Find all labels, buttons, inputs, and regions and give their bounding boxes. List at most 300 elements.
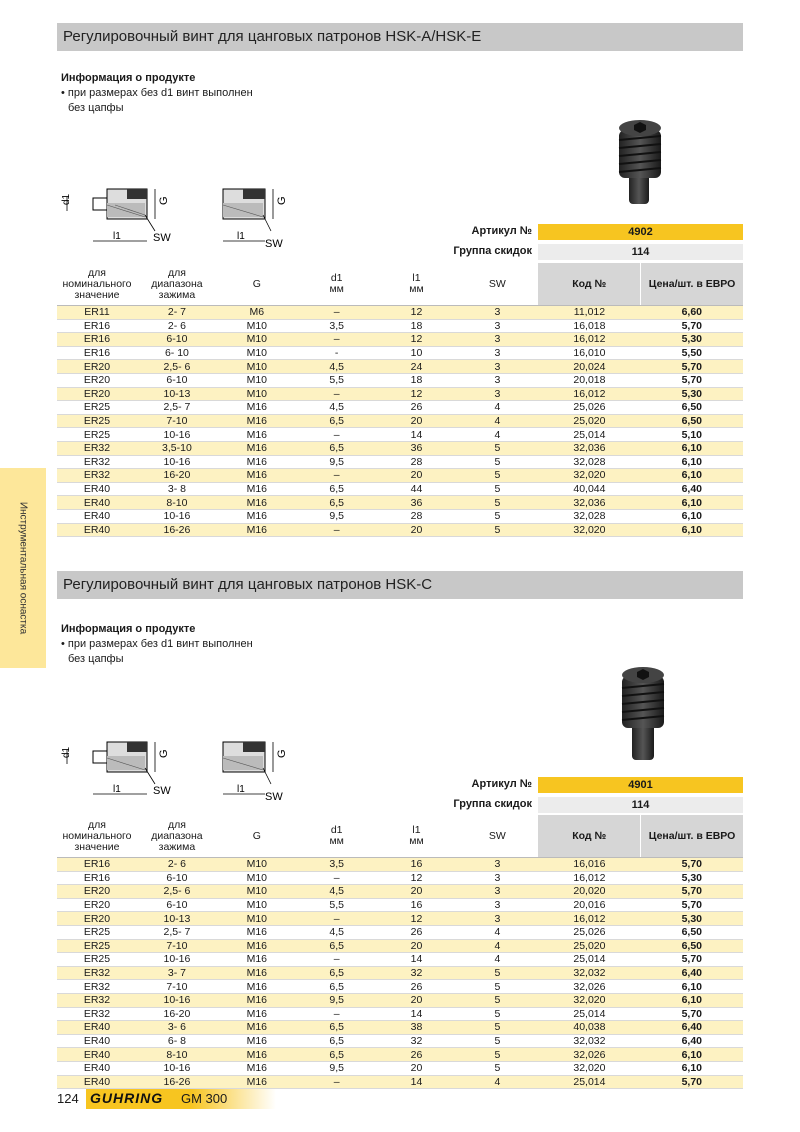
table-cell: ER32 [57, 455, 137, 469]
table-cell: ER40 [57, 1034, 137, 1048]
table-cell: ER32 [57, 980, 137, 994]
table-cell: M10 [217, 885, 297, 899]
table-cell: 3,5 [297, 858, 377, 872]
table-cell: 5,30 [641, 871, 743, 885]
table-cell: 12 [377, 871, 457, 885]
table-cell: 10-16 [137, 1061, 217, 1075]
table-cell: 3- 7 [137, 966, 217, 980]
table-cell: 7-10 [137, 980, 217, 994]
table-cell: 5,70 [641, 319, 743, 333]
table-cell: 6,40 [641, 1034, 743, 1048]
table-cell: – [297, 1007, 377, 1021]
table-cell: 3 [456, 360, 538, 374]
table-row [57, 966, 743, 980]
table-cell: 16,010 [538, 346, 640, 360]
table-cell: 6,50 [641, 939, 743, 953]
table-cell: 6,5 [297, 441, 377, 455]
table-cell: M16 [217, 509, 297, 523]
table-cell: 9,5 [297, 509, 377, 523]
table-cell: M16 [217, 1075, 297, 1089]
table-cell: ER25 [57, 953, 137, 967]
table-cell: 20,016 [538, 898, 640, 912]
table-cell: 5 [456, 496, 538, 510]
table-cell: 26 [377, 401, 457, 415]
col-l1: l1 мм [377, 815, 457, 858]
table-cell: 10-16 [137, 509, 217, 523]
table-cell: ER32 [57, 441, 137, 455]
table-row [57, 387, 743, 401]
table-cell: M16 [217, 414, 297, 428]
table-cell: 4 [456, 414, 538, 428]
table-cell: ER25 [57, 401, 137, 415]
table-cell: 16,016 [538, 858, 640, 872]
table-cell: ER40 [57, 482, 137, 496]
discount-group-label: Группа скидок [453, 798, 532, 810]
table-cell: 5 [456, 980, 538, 994]
side-tab-label: Инструментальная оснастка [17, 501, 29, 635]
table-row [57, 414, 743, 428]
table-row [57, 885, 743, 899]
table-cell: 5,30 [641, 387, 743, 401]
table-cell: 32 [377, 966, 457, 980]
table-cell: 3,5-10 [137, 441, 217, 455]
table-cell: 2- 6 [137, 858, 217, 872]
table-cell: 25,020 [538, 939, 640, 953]
table-cell: 12 [377, 306, 457, 320]
table-cell: 5,10 [641, 428, 743, 442]
table-cell: M16 [217, 455, 297, 469]
table-cell: ER16 [57, 333, 137, 347]
table-cell: 6,50 [641, 414, 743, 428]
table-cell: 16,012 [538, 387, 640, 401]
table-cell: ER20 [57, 912, 137, 926]
d1-label: d1 [61, 746, 72, 758]
screw-drawing-without-pin [215, 183, 305, 251]
screw-drawing-with-pin [55, 183, 185, 251]
table-cell: 7-10 [137, 414, 217, 428]
table-cell: 20,020 [538, 885, 640, 899]
table-cell: M16 [217, 469, 297, 483]
table-cell: 10-16 [137, 455, 217, 469]
table-cell: ER16 [57, 319, 137, 333]
table-cell: 18 [377, 319, 457, 333]
table-cell: M16 [217, 441, 297, 455]
table-cell: 6,10 [641, 1048, 743, 1062]
table-cell: 25,014 [538, 1007, 640, 1021]
table-cell: 3 [456, 333, 538, 347]
table-cell: 5 [456, 441, 538, 455]
table-cell: M10 [217, 360, 297, 374]
table-cell: 25,014 [538, 953, 640, 967]
table-cell: 5,70 [641, 858, 743, 872]
col-nominal: для номинального значение [57, 263, 137, 306]
table-cell: M10 [217, 898, 297, 912]
table-cell: 3,5 [297, 319, 377, 333]
table-cell: 6,5 [297, 414, 377, 428]
info-heading: Информация о продукте [61, 623, 196, 635]
table-cell: M16 [217, 966, 297, 980]
table-row [57, 373, 743, 387]
table-cell: 6,50 [641, 401, 743, 415]
table-cell: 25,014 [538, 1075, 640, 1089]
table-cell: M10 [217, 373, 297, 387]
table-cell: 4 [456, 939, 538, 953]
table-cell: ER20 [57, 360, 137, 374]
table-cell: 38 [377, 1021, 457, 1035]
table-cell: 5,70 [641, 360, 743, 374]
table-cell: 10-16 [137, 953, 217, 967]
col-range: для диапазона зажима [137, 815, 217, 858]
table-cell: 26 [377, 925, 457, 939]
table-cell: 26 [377, 1048, 457, 1062]
table-cell: 8-10 [137, 496, 217, 510]
table-cell: M16 [217, 1021, 297, 1035]
g-label: G [276, 749, 288, 758]
table-cell: 6-10 [137, 871, 217, 885]
page-number: 124 [57, 1091, 79, 1106]
table-cell: 5 [456, 1048, 538, 1062]
sw-label: SW [153, 232, 171, 244]
table-cell: – [297, 953, 377, 967]
table-cell: 10-13 [137, 912, 217, 926]
table-cell: 32,036 [538, 496, 640, 510]
table-cell: 6,10 [641, 993, 743, 1007]
table-cell: 4 [456, 953, 538, 967]
table-cell: 6,10 [641, 1061, 743, 1075]
sw-label: SW [153, 785, 171, 797]
table-cell: 3 [456, 912, 538, 926]
table-cell: 9,5 [297, 455, 377, 469]
table-cell: 10-16 [137, 993, 217, 1007]
table-cell: M10 [217, 871, 297, 885]
table-cell: 2,5- 7 [137, 401, 217, 415]
table-cell: 6,5 [297, 939, 377, 953]
table-cell: 3- 8 [137, 482, 217, 496]
table-cell: 16 [377, 858, 457, 872]
screw-drawing-with-pin [55, 736, 185, 804]
table-cell: 36 [377, 441, 457, 455]
table-cell: 32 [377, 1034, 457, 1048]
table-cell: 20 [377, 469, 457, 483]
table-cell: 2- 7 [137, 306, 217, 320]
col-range: для диапазона зажима [137, 263, 217, 306]
table-cell: 24 [377, 360, 457, 374]
table-cell: ER40 [57, 1075, 137, 1089]
sw-label: SW [265, 238, 283, 250]
table-cell: – [297, 871, 377, 885]
table-cell: M10 [217, 319, 297, 333]
l1-label: l1 [113, 784, 121, 795]
table-cell: 5,5 [297, 898, 377, 912]
table-row [57, 333, 743, 347]
table-cell: 36 [377, 496, 457, 510]
table-cell: 5 [456, 1007, 538, 1021]
table-cell: – [297, 306, 377, 320]
table-cell: 32,020 [538, 523, 640, 537]
table-cell: 32,020 [538, 1061, 640, 1075]
table-row [57, 1048, 743, 1062]
table-cell: M16 [217, 939, 297, 953]
table-row [57, 401, 743, 415]
table-cell: M16 [217, 953, 297, 967]
table-cell: 5 [456, 993, 538, 1007]
table-cell: 6,60 [641, 306, 743, 320]
table-row [57, 469, 743, 483]
table-cell: 5,50 [641, 346, 743, 360]
table-cell: 5 [456, 455, 538, 469]
table-cell: – [297, 523, 377, 537]
table-cell: 3 [456, 346, 538, 360]
table-cell: – [297, 387, 377, 401]
table-cell: 6,5 [297, 980, 377, 994]
col-sw: SW [456, 263, 538, 306]
l1-label: l1 [237, 231, 245, 242]
table-cell: M16 [217, 523, 297, 537]
table-cell: 6,5 [297, 1021, 377, 1035]
table-cell: 6,5 [297, 966, 377, 980]
table-cell: 28 [377, 509, 457, 523]
table-cell: M10 [217, 912, 297, 926]
table-cell: 32,026 [538, 980, 640, 994]
table-row [57, 482, 743, 496]
table-cell: 6,5 [297, 496, 377, 510]
table-cell: 10-13 [137, 387, 217, 401]
section-title-hsk-c: Регулировочный винт для цанговых патронов HSK-C [57, 571, 743, 599]
table-cell: 26 [377, 980, 457, 994]
table-cell: 5,30 [641, 333, 743, 347]
col-code: Код № [538, 815, 640, 858]
table-cell: 12 [377, 333, 457, 347]
table-cell: 20,018 [538, 373, 640, 387]
table-cell: 6- 8 [137, 1034, 217, 1048]
table-cell: 5 [456, 509, 538, 523]
table-row [57, 898, 743, 912]
table-cell: – [297, 428, 377, 442]
table-cell: M10 [217, 858, 297, 872]
discount-group: 114 [538, 797, 743, 813]
table-cell: 6,40 [641, 482, 743, 496]
table-cell: 4 [456, 1075, 538, 1089]
table-row [57, 428, 743, 442]
table-cell: 6,40 [641, 1021, 743, 1035]
table-row [57, 306, 743, 320]
table-cell: 6,10 [641, 441, 743, 455]
table-cell: 32,036 [538, 441, 640, 455]
table-cell: 16-26 [137, 523, 217, 537]
table-row [57, 1021, 743, 1035]
info-line: • при размерах без d1 винт выполнен [61, 87, 253, 99]
table-cell: ER40 [57, 1061, 137, 1075]
table-cell: 3 [456, 858, 538, 872]
table-row [57, 319, 743, 333]
article-number: 4901 [538, 777, 743, 793]
table-cell: ER25 [57, 414, 137, 428]
table-row [57, 509, 743, 523]
table-cell: 5 [456, 966, 538, 980]
table-cell: 4,5 [297, 401, 377, 415]
table-cell: 7-10 [137, 939, 217, 953]
table-cell: ER11 [57, 306, 137, 320]
table-cell: 6,5 [297, 482, 377, 496]
table-cell: 20 [377, 523, 457, 537]
table-cell: 25,026 [538, 925, 640, 939]
table-cell: 6,10 [641, 455, 743, 469]
table-cell: 6,5 [297, 1048, 377, 1062]
table-cell: M16 [217, 1034, 297, 1048]
table-cell: ER40 [57, 1021, 137, 1035]
table-cell: 10-16 [137, 428, 217, 442]
table-cell: 5,30 [641, 912, 743, 926]
table-cell: 5,70 [641, 1007, 743, 1021]
table-cell: M16 [217, 980, 297, 994]
table-cell: 6-10 [137, 373, 217, 387]
screw-drawing-without-pin [215, 736, 305, 804]
sw-label: SW [265, 791, 283, 803]
table-cell: 25,014 [538, 428, 640, 442]
section-title-hsk-a-e: Регулировочный винт для цанговых патронов HSK-A/HSK-E [57, 23, 743, 51]
table-row [57, 939, 743, 953]
table-cell: 20 [377, 993, 457, 1007]
table-cell: – [297, 469, 377, 483]
spec-table-hsk-c [57, 815, 743, 1089]
table-cell: 5 [456, 1061, 538, 1075]
table-cell: 14 [377, 953, 457, 967]
table-row [57, 346, 743, 360]
table-cell: 3 [456, 387, 538, 401]
table-cell: 3 [456, 871, 538, 885]
table-cell: 9,5 [297, 993, 377, 1007]
table-cell: 6,10 [641, 496, 743, 510]
table-cell: 44 [377, 482, 457, 496]
table-cell: 5 [456, 469, 538, 483]
table-cell: 5 [456, 1021, 538, 1035]
table-cell: 3 [456, 373, 538, 387]
d1-label: d1 [61, 193, 72, 205]
table-cell: 12 [377, 387, 457, 401]
brand-logo: GUHRING [90, 1090, 164, 1106]
table-cell: 40,044 [538, 482, 640, 496]
info-line: • при размерах без d1 винт выполнен [61, 638, 253, 650]
table-row [57, 1034, 743, 1048]
col-nominal: для номинального значение [57, 815, 137, 858]
table-cell: 25,020 [538, 414, 640, 428]
table-cell: 8-10 [137, 1048, 217, 1062]
table-row [57, 441, 743, 455]
table-cell: 32,032 [538, 966, 640, 980]
table-cell: M16 [217, 1061, 297, 1075]
table-row [57, 912, 743, 926]
table-row [57, 953, 743, 967]
table-cell: ER16 [57, 346, 137, 360]
table-cell: ER20 [57, 898, 137, 912]
table-cell: M16 [217, 993, 297, 1007]
table-cell: ER32 [57, 993, 137, 1007]
table-cell: ER40 [57, 1048, 137, 1062]
screw-product-photo [605, 110, 685, 210]
col-code: Код № [538, 263, 640, 306]
table-cell: 4,5 [297, 925, 377, 939]
g-label: G [276, 196, 288, 205]
l1-label: l1 [237, 784, 245, 795]
table-cell: M16 [217, 482, 297, 496]
table-cell: 10 [377, 346, 457, 360]
table-cell: 6-10 [137, 898, 217, 912]
table-cell: ER16 [57, 871, 137, 885]
table-cell: 6,50 [641, 925, 743, 939]
table-cell: 3 [456, 319, 538, 333]
table-cell: 5 [456, 1034, 538, 1048]
table-cell: ER40 [57, 496, 137, 510]
catalog-name: GM 300 [181, 1091, 228, 1106]
table-cell: 16,012 [538, 912, 640, 926]
table-cell: ER20 [57, 387, 137, 401]
table-cell: 3 [456, 885, 538, 899]
table-cell: 28 [377, 455, 457, 469]
table-cell: 2,5- 6 [137, 360, 217, 374]
table-cell: 2,5- 6 [137, 885, 217, 899]
table-cell: ER20 [57, 885, 137, 899]
table-cell: 4,5 [297, 360, 377, 374]
table-cell: 16 [377, 898, 457, 912]
table-row [57, 858, 743, 872]
discount-group-label: Группа скидок [453, 245, 532, 257]
g-label: G [158, 749, 170, 758]
table-cell: 2,5- 7 [137, 925, 217, 939]
table-cell: 6,5 [297, 1034, 377, 1048]
table-cell: 14 [377, 428, 457, 442]
table-cell: M10 [217, 333, 297, 347]
g-label: G [158, 196, 170, 205]
table-row [57, 523, 743, 537]
table-cell: 6,10 [641, 509, 743, 523]
table-cell: ER25 [57, 428, 137, 442]
table-cell: 9,5 [297, 1061, 377, 1075]
table-cell: ER25 [57, 939, 137, 953]
table-cell: 20,024 [538, 360, 640, 374]
table-row [57, 360, 743, 374]
table-cell: 6,10 [641, 980, 743, 994]
table-row [57, 993, 743, 1007]
table-cell: M10 [217, 387, 297, 401]
table-cell: 32,028 [538, 455, 640, 469]
info-heading: Информация о продукте [61, 72, 196, 84]
col-g: G [217, 263, 297, 306]
table-cell: 16,012 [538, 871, 640, 885]
table-cell: ER20 [57, 373, 137, 387]
col-price: Цена/шт. в ЕВРО [641, 815, 743, 858]
table-cell: ER25 [57, 925, 137, 939]
l1-label: l1 [113, 231, 121, 242]
article-label: Артикул № [471, 778, 532, 790]
table-cell: 6-10 [137, 333, 217, 347]
table-cell: M16 [217, 1048, 297, 1062]
table-cell: M16 [217, 925, 297, 939]
screw-product-photo [608, 660, 688, 765]
spec-table-hsk-a-e [57, 263, 743, 537]
table-cell: 16-20 [137, 469, 217, 483]
col-l1: l1 мм [377, 263, 457, 306]
table-cell: 14 [377, 1007, 457, 1021]
table-cell: 5,70 [641, 898, 743, 912]
table-cell: ER32 [57, 1007, 137, 1021]
table-cell: 5,70 [641, 885, 743, 899]
table-row [57, 455, 743, 469]
table-cell: M16 [217, 428, 297, 442]
table-cell: 2- 6 [137, 319, 217, 333]
table-row [57, 871, 743, 885]
table-cell: ER40 [57, 523, 137, 537]
table-row [57, 980, 743, 994]
